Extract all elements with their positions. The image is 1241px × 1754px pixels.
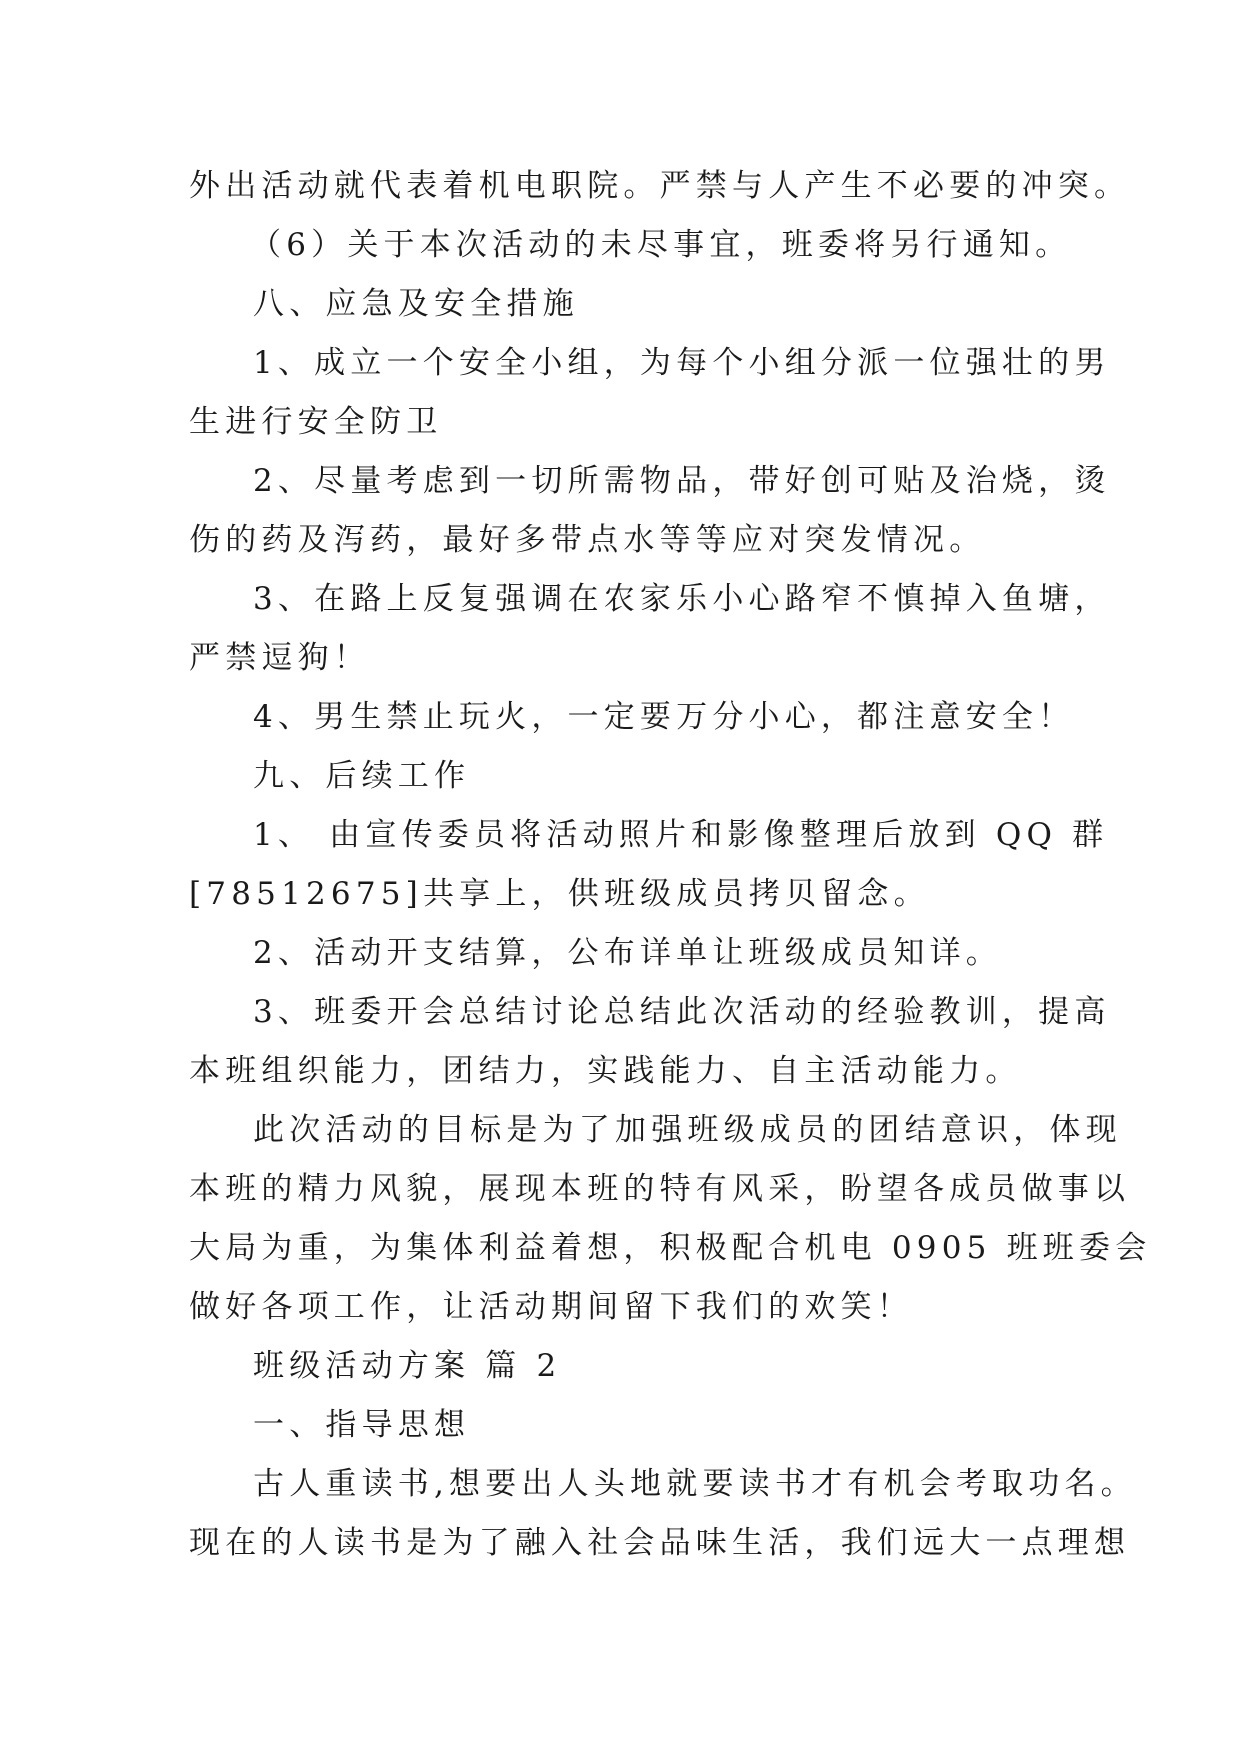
paragraph-line: 古人重读书,想要出人头地就要读书才有机会考取功名。: [253, 1466, 1137, 1502]
paragraph-line: 本班的精力风貌，展现本班的特有风采，盼望各成员做事以: [189, 1171, 1131, 1207]
paragraph-line: 4、男生禁止玩火，一定要万分小心，都注意安全！: [253, 699, 1075, 735]
section-heading: 九、后续工作: [253, 758, 471, 794]
section-heading: 八、应急及安全措施: [253, 286, 579, 322]
paragraph-line: 3、在路上反复强调在农家乐小心路窄不慎掉入鱼塘，: [253, 581, 1111, 617]
section-heading: 一、指导思想: [253, 1407, 471, 1443]
paragraph-line: 伤的药及泻药，最好多带点水等等应对突发情况。: [189, 522, 986, 558]
paragraph-line: 现在的人读书是为了融入社会品味生活，我们远大一点理想: [189, 1525, 1131, 1561]
paragraph-line: 1、成立一个安全小组，为每个小组分派一位强壮的男: [253, 345, 1111, 381]
paragraph-line: 严禁逗狗！: [189, 640, 370, 676]
paragraph-line: 大局为重，为集体利益着想，积极配合机电 0905 班班委会: [189, 1230, 1152, 1266]
paragraph-line: 本班组织能力，团结力，实践能力、自主活动能力。: [189, 1053, 1022, 1089]
section-title: 班级活动方案 篇 2: [253, 1348, 562, 1384]
paragraph-line: 1、 由宣传委员将活动照片和影像整理后放到 QQ 群: [253, 817, 1109, 853]
paragraph-line: 此次活动的目标是为了加强班级成员的团结意识，体现: [253, 1112, 1122, 1148]
paragraph-line: 生进行安全防卫: [189, 404, 443, 440]
paragraph-line: 2、尽量考虑到一切所需物品，带好创可贴及治烧，烫: [253, 463, 1111, 499]
paragraph-line: [78512675]共享上，供班级成员拷贝留念。: [189, 876, 930, 912]
paragraph-line: 3、班委开会总结讨论总结此次活动的经验教训，提高: [253, 994, 1111, 1030]
paragraph-line: （6）关于本次活动的未尽事宜，班委将另行通知。: [250, 227, 1072, 263]
paragraph-line: 外出活动就代表着机电职院。严禁与人产生不必要的冲突。: [189, 168, 1131, 204]
paragraph-line: 做好各项工作，让活动期间留下我们的欢笑！: [189, 1289, 913, 1325]
paragraph-line: 2、活动开支结算，公布详单让班级成员知详。: [253, 935, 1002, 971]
